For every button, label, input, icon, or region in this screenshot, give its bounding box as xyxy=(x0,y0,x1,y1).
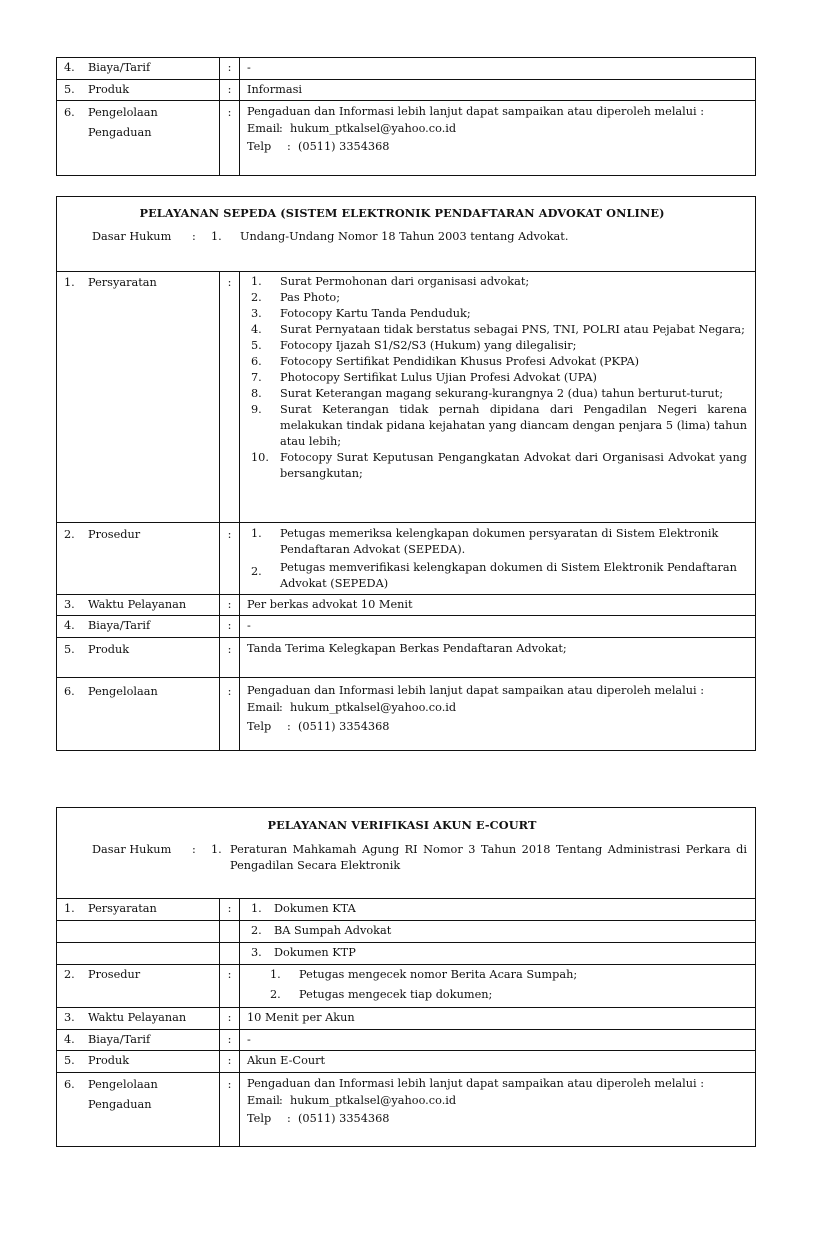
row-number: 6. xyxy=(64,1078,75,1091)
row-label-text: Persyaratan xyxy=(88,902,157,915)
list-item xyxy=(247,901,747,917)
list-number: 8. xyxy=(251,387,262,400)
phone-label: Telp xyxy=(247,1112,272,1125)
legal-basis-text: Peraturan Mahkamah Agung RI Nomor 3 Tahun 2018 Tentang Administrasi Perkara di Pengadilan Secara Elektronik xyxy=(230,843,747,872)
list-text: Surat Keterangan tidak pernah dipidana dari Pengadilan Negeri karena melakukan tindak pidana kejahatan yang diancam dengan penjara 5 (lima) tahun atau lebih; xyxy=(280,403,747,448)
row-number: 4. xyxy=(64,619,75,632)
row-colon-empty xyxy=(220,921,240,942)
email-separator: : xyxy=(279,122,283,135)
list-number: 6. xyxy=(251,355,262,368)
row-number: 4. xyxy=(64,61,75,74)
table-row-prosedur xyxy=(57,964,755,1007)
row-colon: : xyxy=(220,899,240,920)
table-row-pengelolaan xyxy=(57,1072,755,1146)
row-colon: : xyxy=(220,272,240,522)
phone-label: Telp xyxy=(247,720,272,733)
list-text: Surat Keterangan magang sekurang-kurangnya 2 (dua) tahun berturut-turut; xyxy=(280,387,724,400)
row-value: Per berkas advokat 10 Menit xyxy=(247,598,413,611)
email-line xyxy=(247,700,747,716)
list-item xyxy=(266,967,747,983)
phone-number: (0511) 3354368 xyxy=(298,140,390,153)
row-number: 1. xyxy=(64,902,75,915)
requirements-list xyxy=(240,272,755,522)
row-value xyxy=(240,101,755,175)
table-row-produk xyxy=(57,637,755,677)
list-text: BA Sumpah Advokat xyxy=(274,924,392,937)
table-row-waktu xyxy=(57,1007,755,1029)
row-colon: : xyxy=(220,1030,240,1050)
row-label-text: Produk xyxy=(88,643,130,656)
row-label-text: Biaya/Tarif xyxy=(88,619,151,632)
row-number: 6. xyxy=(64,685,75,698)
legal-basis xyxy=(57,842,747,874)
complaint-info-text: Pengaduan dan Informasi lebih lanjut dapat sampaikan atau diperoleh melalui : xyxy=(247,684,705,697)
list-number: 7. xyxy=(251,371,262,384)
list-number: 1. xyxy=(251,527,262,540)
procedure-list xyxy=(240,523,755,594)
row-label xyxy=(57,272,220,522)
row-label xyxy=(57,595,220,615)
table-row-produk xyxy=(57,79,755,100)
list-item xyxy=(247,338,747,354)
list-number: 10. xyxy=(251,451,269,464)
list-text: Dokumen KTA xyxy=(274,902,356,915)
list-text: Pas Photo; xyxy=(280,291,341,304)
row-label-text: Pengelolaan xyxy=(88,1078,158,1091)
legal-basis-number: 1. xyxy=(211,230,222,243)
row-value: 10 Menit per Akun xyxy=(247,1011,355,1024)
row-label xyxy=(57,899,220,920)
row-label xyxy=(57,1073,220,1146)
row-colon: : xyxy=(220,523,240,594)
list-item xyxy=(247,322,747,338)
table-row-produk xyxy=(57,1050,755,1072)
service-table-continuation xyxy=(56,57,756,176)
table-row-biaya xyxy=(57,615,755,637)
row-label-empty xyxy=(57,943,220,964)
row-number: 2. xyxy=(64,528,75,541)
table-row-pengelolaan xyxy=(57,677,755,750)
list-text: Fotocopy Ijazah S1/S2/S3 (Hukum) yang dilegalisir; xyxy=(280,339,577,352)
list-item xyxy=(247,370,747,386)
row-label xyxy=(57,616,220,637)
section-header xyxy=(57,197,755,271)
row-label xyxy=(57,1051,220,1072)
email-line xyxy=(247,121,747,137)
legal-basis-label: Dasar Hukum xyxy=(92,230,172,243)
phone-separator: : xyxy=(287,1112,291,1125)
list-item xyxy=(247,923,747,939)
list-item xyxy=(247,386,747,402)
row-value: Tanda Terima Kelegkapan Berkas Pendaftaran Advokat; xyxy=(247,642,567,655)
list-text: Fotocopy Sertifikat Pendidikan Khusus Profesi Advokat (PKPA) xyxy=(280,355,640,368)
list-item xyxy=(247,290,747,306)
list-text: Petugas memverifikasi kelengkapan dokumen di Sistem Elektronik Pendaftaran Advokat (SEPEDA) xyxy=(280,561,737,590)
list-text: Fotocopy Kartu Tanda Penduduk; xyxy=(280,307,471,320)
row-colon: : xyxy=(220,101,240,175)
row-colon-empty xyxy=(220,943,240,964)
row-label xyxy=(57,80,220,100)
row-label xyxy=(57,1008,220,1029)
row-label-text: Pengelolaan xyxy=(88,685,158,698)
list-text: Surat Permohonan dari organisasi advokat; xyxy=(280,275,530,288)
table-row-persyaratan xyxy=(57,271,755,522)
row-colon: : xyxy=(220,58,240,79)
row-value: - xyxy=(247,61,251,74)
section-header xyxy=(57,808,755,898)
row-number: 3. xyxy=(64,598,75,611)
email-label: Email xyxy=(247,122,280,135)
row-label xyxy=(57,638,220,677)
row-value xyxy=(240,899,755,920)
email-label: Email xyxy=(247,1094,280,1107)
row-colon: : xyxy=(220,616,240,637)
legal-basis-colon: : xyxy=(192,230,196,243)
complaint-info-text: Pengaduan dan Informasi lebih lanjut dapat sampaikan atau diperoleh melalui : xyxy=(247,1077,705,1090)
row-label-empty xyxy=(57,921,220,942)
list-number: 1. xyxy=(251,275,262,288)
legal-basis-number: 1. xyxy=(211,843,222,856)
row-number: 2. xyxy=(64,968,75,981)
list-text: Petugas mengecek tiap dokumen; xyxy=(299,988,493,1001)
row-label-text: Biaya/Tarif xyxy=(88,1033,151,1046)
list-number: 5. xyxy=(251,339,262,352)
procedure-list xyxy=(240,965,755,1007)
row-number: 5. xyxy=(64,1054,75,1067)
email-link[interactable]: hukum_ptkalsel@yahoo.co.id xyxy=(290,1094,457,1107)
row-colon: : xyxy=(220,965,240,1007)
row-label-text: Persyaratan xyxy=(88,276,157,289)
row-number: 5. xyxy=(64,643,75,656)
row-label-line2: Pengaduan xyxy=(88,126,152,139)
list-text: Fotocopy Surat Keputusan Pengangkatan Advokat dari Organisasi Advokat yang bersangkutan; xyxy=(280,451,747,480)
list-number: 3. xyxy=(251,946,262,959)
table-row-persyaratan-2 xyxy=(57,920,755,942)
row-colon: : xyxy=(220,1051,240,1072)
list-text: Petugas mengecek nomor Berita Acara Sumpah; xyxy=(299,968,578,981)
email-separator: : xyxy=(279,1094,283,1107)
phone-number: (0511) 3354368 xyxy=(298,1112,390,1125)
list-text: Petugas memeriksa kelengkapan dokumen persyaratan di Sistem Elektronik Pendaftaran Advokat (SEPEDA). xyxy=(280,527,719,556)
row-colon: : xyxy=(220,678,240,750)
section-header-content xyxy=(57,197,755,245)
phone-number: (0511) 3354368 xyxy=(298,720,390,733)
section-title: PELAYANAN VERIFIKASI AKUN E-COURT xyxy=(267,818,537,832)
list-item xyxy=(247,450,747,482)
phone-separator: : xyxy=(287,140,291,153)
row-label-text: Prosedur xyxy=(88,968,141,981)
list-number: 3. xyxy=(251,307,262,320)
table-row-pengelolaan xyxy=(57,100,755,175)
list-item xyxy=(247,402,747,450)
row-colon: : xyxy=(220,1073,240,1146)
row-value xyxy=(240,921,755,942)
row-value xyxy=(240,943,755,964)
row-value xyxy=(240,678,755,750)
row-label-text: Waktu Pelayanan xyxy=(88,1011,187,1024)
list-number: 4. xyxy=(251,323,262,336)
list-item xyxy=(247,526,747,558)
table-row-persyaratan-3 xyxy=(57,942,755,964)
table-row-biaya xyxy=(57,58,755,79)
email-separator: : xyxy=(279,701,283,714)
row-number: 5. xyxy=(64,83,75,96)
row-label xyxy=(57,58,220,79)
legal-basis xyxy=(57,229,747,245)
row-value: Akun E-Court xyxy=(247,1054,326,1067)
list-number: 9. xyxy=(251,403,262,416)
row-number: 3. xyxy=(64,1011,75,1024)
service-table-sepeda xyxy=(56,196,756,751)
row-label-text: Prosedur xyxy=(88,528,141,541)
service-table-ecourt xyxy=(56,807,756,1147)
row-value xyxy=(240,1073,755,1146)
row-colon: : xyxy=(220,638,240,677)
row-colon: : xyxy=(220,595,240,615)
list-number: 2. xyxy=(251,291,262,304)
row-number: 1. xyxy=(64,276,75,289)
list-item xyxy=(247,560,747,592)
list-item xyxy=(247,306,747,322)
phone-line xyxy=(247,1111,747,1127)
phone-line xyxy=(247,139,747,155)
section-header-content xyxy=(57,808,755,874)
table-row-prosedur xyxy=(57,522,755,594)
legal-basis-label: Dasar Hukum xyxy=(92,843,172,856)
email-link[interactable]: hukum_ptkalsel@yahoo.co.id xyxy=(290,701,457,714)
row-label xyxy=(57,101,220,175)
list-number: 2. xyxy=(251,565,262,578)
list-number: 2. xyxy=(251,924,262,937)
row-label-text: Biaya/Tarif xyxy=(88,61,151,74)
list-text: Photocopy Sertifikat Lulus Ujian Profesi Advokat (UPA) xyxy=(280,371,597,384)
email-label: Email xyxy=(247,701,280,714)
list-item xyxy=(266,987,747,1003)
row-number: 6. xyxy=(64,106,75,119)
list-item xyxy=(247,945,747,961)
list-number: 1. xyxy=(270,968,281,981)
table-row-biaya xyxy=(57,1029,755,1050)
row-colon: : xyxy=(220,80,240,100)
list-number: 1. xyxy=(251,902,262,915)
list-item xyxy=(247,354,747,370)
row-label-text: Produk xyxy=(88,1054,130,1067)
row-label xyxy=(57,965,220,1007)
phone-label: Telp xyxy=(247,140,272,153)
list-text: Dokumen KTP xyxy=(274,946,356,959)
table-row-waktu xyxy=(57,594,755,615)
row-label xyxy=(57,523,220,594)
row-value: - xyxy=(247,619,251,632)
list-text: Surat Pernyataan tidak berstatus sebagai PNS, TNI, POLRI atau Pejabat Negara; xyxy=(280,323,745,336)
complaint-info-text: Pengaduan dan Informasi lebih lanjut dapat sampaikan atau diperoleh melalui : xyxy=(247,105,705,118)
phone-line xyxy=(247,719,747,735)
row-label xyxy=(57,1030,220,1050)
table-row-persyaratan xyxy=(57,898,755,920)
phone-separator: : xyxy=(287,720,291,733)
row-colon: : xyxy=(220,1008,240,1029)
list-item xyxy=(247,274,747,290)
list-number: 2. xyxy=(270,988,281,1001)
legal-basis-colon: : xyxy=(192,843,196,856)
row-label xyxy=(57,678,220,750)
section-title: PELAYANAN SEPEDA (SISTEM ELEKTRONIK PENDAFTARAN ADVOKAT ONLINE) xyxy=(139,206,665,220)
row-label-text: Produk xyxy=(88,83,130,96)
email-link[interactable]: hukum_ptkalsel@yahoo.co.id xyxy=(290,122,457,135)
row-label-text: Pengelolaan xyxy=(88,106,158,119)
row-label-line2: Pengaduan xyxy=(88,1098,152,1111)
row-number: 4. xyxy=(64,1033,75,1046)
row-value: Informasi xyxy=(247,83,302,96)
row-label-text: Waktu Pelayanan xyxy=(88,598,187,611)
legal-basis-text: Undang-Undang Nomor 18 Tahun 2003 tentang Advokat. xyxy=(240,230,569,243)
row-value: - xyxy=(247,1033,251,1046)
email-line xyxy=(247,1093,747,1109)
